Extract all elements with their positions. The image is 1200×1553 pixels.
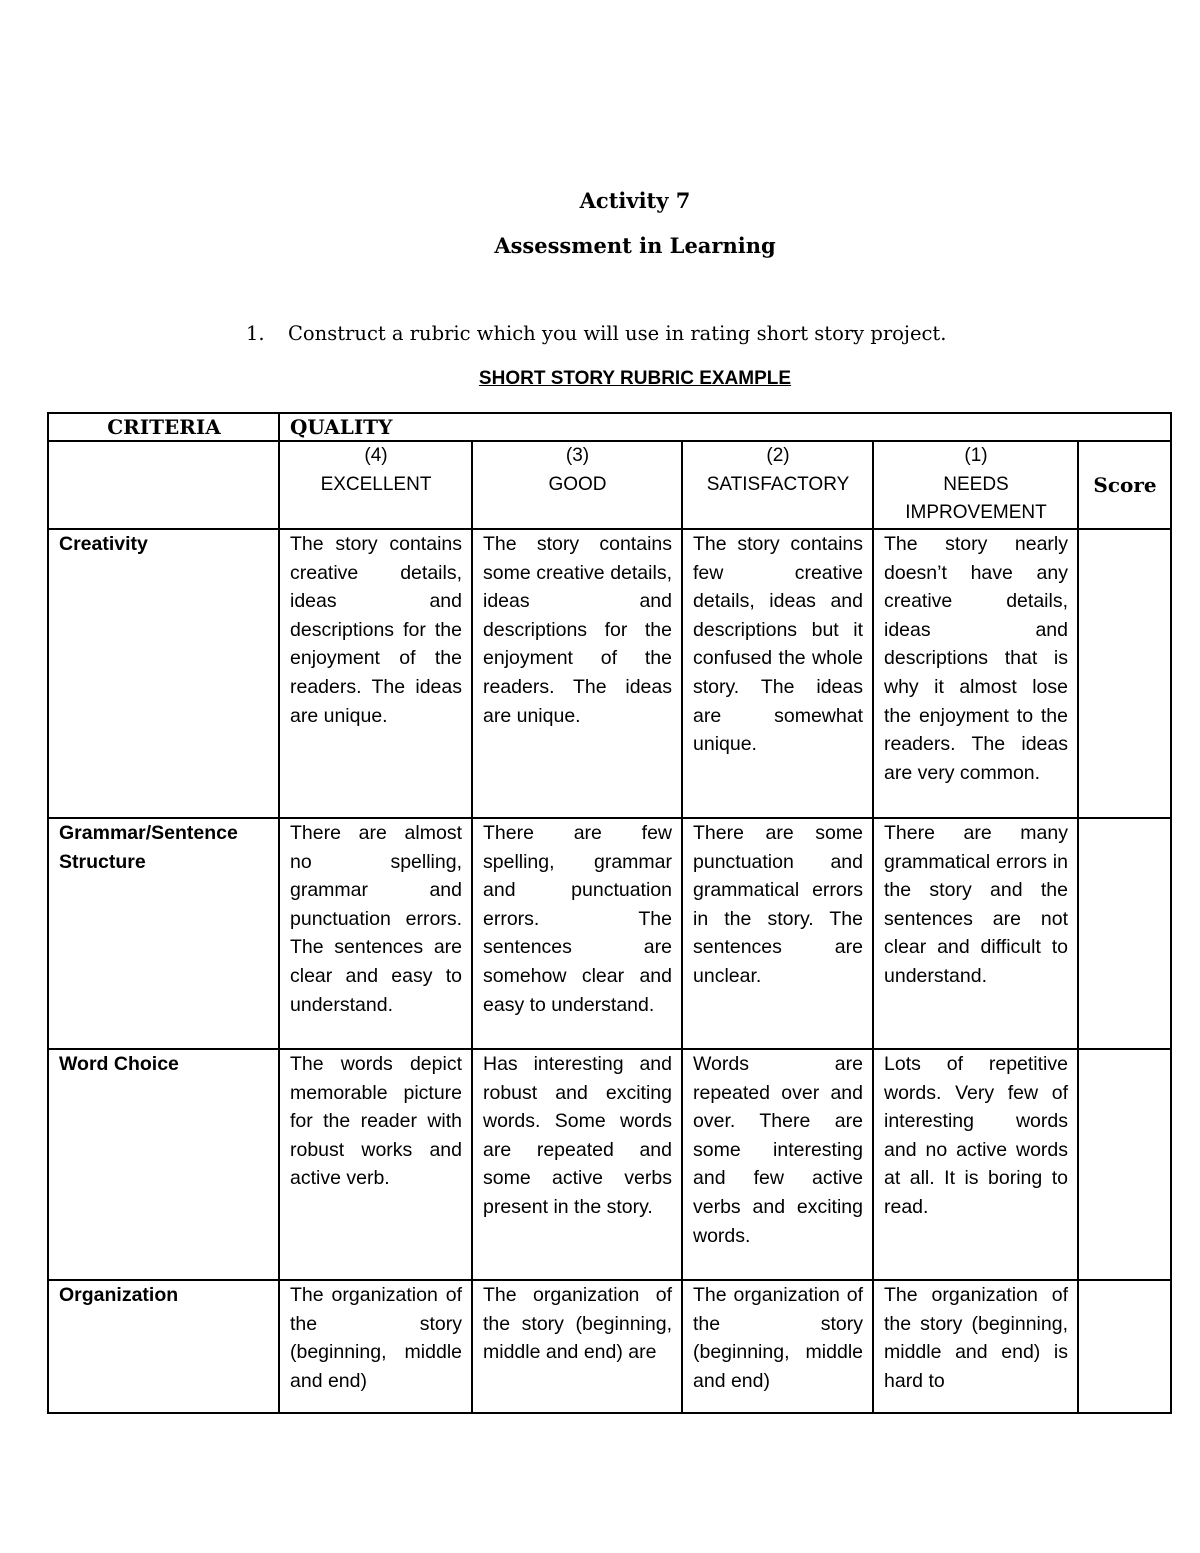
rubric-table (47, 412, 1172, 1414)
quality-header: QUALITY (279, 413, 1171, 441)
level-satisfactory (682, 441, 873, 529)
descriptor-cell: The organization of the story (beginning, middle and end) are (472, 1280, 682, 1413)
level-score: (2) (766, 445, 790, 466)
criterion-label: Grammar/Sentence Structure (48, 818, 279, 1049)
score-cell (1078, 529, 1171, 818)
descriptor-cell: The organization of the story (beginning, middle and end) (682, 1280, 873, 1413)
rubric-levels-row (48, 441, 1171, 529)
criterion-label: Creativity (48, 529, 279, 818)
score-cell (1078, 818, 1171, 1049)
rubric-row-word-choice (48, 1049, 1171, 1280)
descriptor-cell: The words depict memorable picture for the reader with robust works and active verb. (279, 1049, 472, 1280)
level-score: (3) (565, 445, 590, 466)
question-item (246, 322, 946, 345)
activity-subtitle: Assessment in Learning (494, 233, 776, 258)
level-score: (4) (364, 445, 388, 466)
rubric-title: SHORT STORY RUBRIC EXAMPLE (478, 368, 792, 389)
rubric-row-creativity (48, 529, 1171, 818)
descriptor-cell: Has interesting and robust and exciting words. Some words are repeated and some active verbs present in the story. (472, 1049, 682, 1280)
descriptor-cell: The story nearly doesn’t have any creative details, ideas and descriptions that is why it almost lose the enjoyment to the readers. The ideas are very common. (873, 529, 1078, 818)
question-number: 1. (246, 322, 265, 345)
level-good (472, 441, 682, 529)
descriptor-cell: There are many grammatical errors in the story and the sentences are not clear and difficult to understand. (873, 818, 1078, 1049)
descriptor-cell: The story contains few creative details, ideas and descriptions but it confused the whole story. The ideas are somewhat unique. (682, 529, 873, 818)
level-label: NEEDS IMPROVEMENT (905, 473, 1047, 524)
descriptor-cell: The organization of the story (beginning, middle and end) is hard to (873, 1280, 1078, 1413)
descriptor-cell: Words are repeated over and over. There are some interesting and few active verbs and exciting words. (682, 1049, 873, 1280)
criterion-label: Word Choice (48, 1049, 279, 1280)
descriptor-cell: There are some punctuation and grammatical errors in the story. The sentences are unclear. (682, 818, 873, 1049)
level-excellent (279, 441, 472, 529)
descriptor-cell: There are few spelling, grammar and punctuation errors. The sentences are somehow clear and easy to understand. (472, 818, 682, 1049)
score-cell (1078, 1280, 1171, 1413)
descriptor-cell: The organization of the story (beginning, middle and end) (279, 1280, 472, 1413)
rubric-row-grammar (48, 818, 1171, 1049)
score-header: Score (1078, 441, 1171, 529)
level-label: EXCELLENT (320, 473, 432, 495)
criteria-header: CRITERIA (48, 413, 279, 441)
rubric-header-row (48, 413, 1171, 441)
level-label: SATISFACTORY (706, 473, 850, 495)
level-needs-improvement (873, 441, 1078, 529)
empty-criteria-cell (48, 441, 279, 529)
question-text: Construct a rubric which you will use in rating short story project. (288, 322, 947, 345)
level-label: GOOD (548, 473, 607, 495)
criterion-label: Organization (48, 1280, 279, 1413)
descriptor-cell: The story contains some creative details, ideas and descriptions for the enjoyment of the readers. The ideas are unique. (472, 529, 682, 818)
descriptor-cell: There are almost no spelling, grammar and punctuation errors. The sentences are clear and easy to understand. (279, 818, 472, 1049)
score-cell (1078, 1049, 1171, 1280)
level-score: (1) (964, 445, 988, 466)
rubric-row-organization (48, 1280, 1171, 1413)
descriptor-cell: Lots of repetitive words. Very few of interesting words and no active words at all. It is boring to read. (873, 1049, 1078, 1280)
activity-title: Activity 7 (579, 188, 691, 213)
descriptor-cell: The story contains creative details, ideas and descriptions for the enjoyment of the readers. The ideas are unique. (279, 529, 472, 818)
